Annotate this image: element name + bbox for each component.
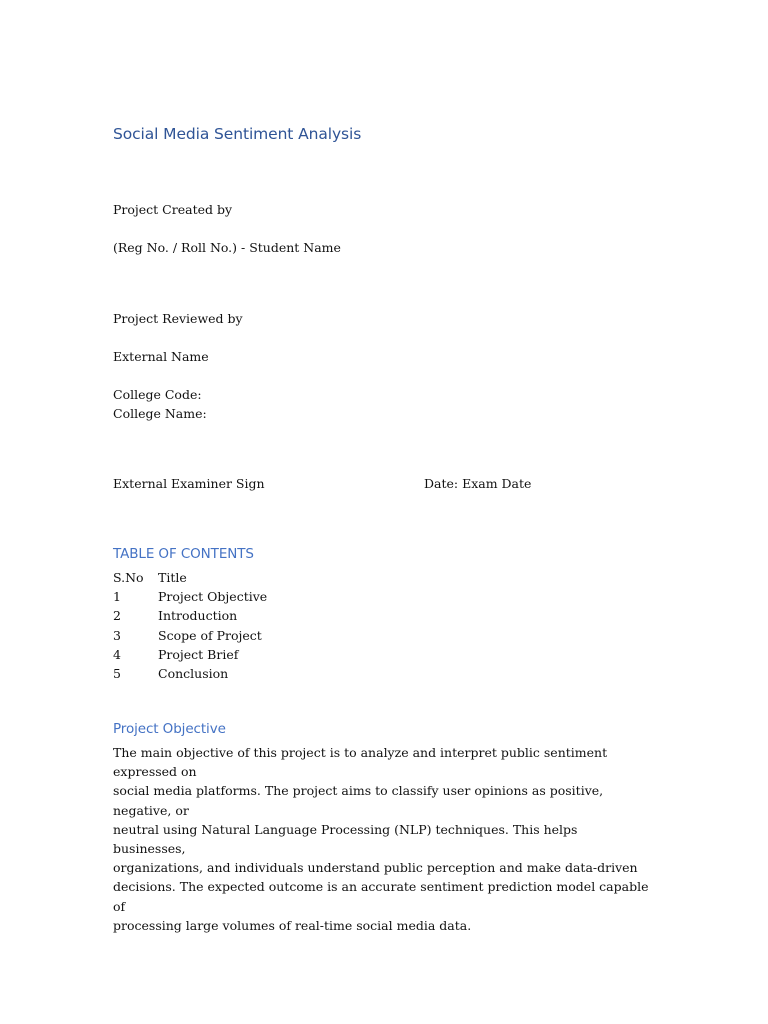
objective-line: decisions. The expected outcome is an accurate sentiment prediction model capable of [113,879,649,914]
toc-row [113,587,267,606]
toc-row-sno: 4 [113,646,121,662]
toc-row-title: Project Brief [158,646,239,662]
external-name: External Name [113,349,209,364]
toc-row-title: Introduction [158,608,238,624]
toc-row [113,645,267,664]
reviewed-by-label: Project Reviewed by [113,311,243,326]
toc-row [113,664,267,683]
examiner-sign-label: External Examiner Sign [113,476,265,491]
document-title: Social Media Sentiment Analysis [113,125,362,143]
created-by-label: Project Created by [113,202,233,217]
college-name-label: College Name: [113,406,207,421]
objective-line: processing large volumes of real-time social media data. [113,917,472,933]
objective-line: neutral using Natural Language Processing (NLP) techniques. This helps businesses, [113,821,578,857]
college-code-label: College Code: [113,387,202,402]
toc-row-sno: 5 [113,666,121,682]
toc-row [113,606,267,625]
toc-row-sno: 2 [113,608,121,624]
objective-heading: Project Objective [113,721,226,737]
toc-header-sno: S.No [113,570,144,585]
objective-line: organizations, and individuals understand public perception and make data-driven [113,860,638,876]
toc-row-title: Conclusion [158,666,229,682]
toc-row-sno: 3 [113,627,121,643]
objective-paragraph [113,743,653,935]
exam-date-label: Date: Exam Date [424,476,532,491]
student-line: (Reg No. / Roll No.) - Student Name [113,240,341,255]
toc-header-row [113,568,267,587]
toc-row-title: Project Objective [158,589,268,605]
objective-line: The main objective of this project is to analyze and interpret public sentiment expressed on [113,745,608,780]
toc-header-title: Title [158,570,187,585]
objective-line: social media platforms. The project aims to classify user opinions as positive, negative, or [113,783,604,818]
toc-row-sno: 1 [113,589,121,605]
toc-row [113,626,267,645]
toc-row-title: Scope of Project [158,627,262,643]
toc-table [113,568,267,683]
toc-heading: TABLE OF CONTENTS [113,546,254,562]
